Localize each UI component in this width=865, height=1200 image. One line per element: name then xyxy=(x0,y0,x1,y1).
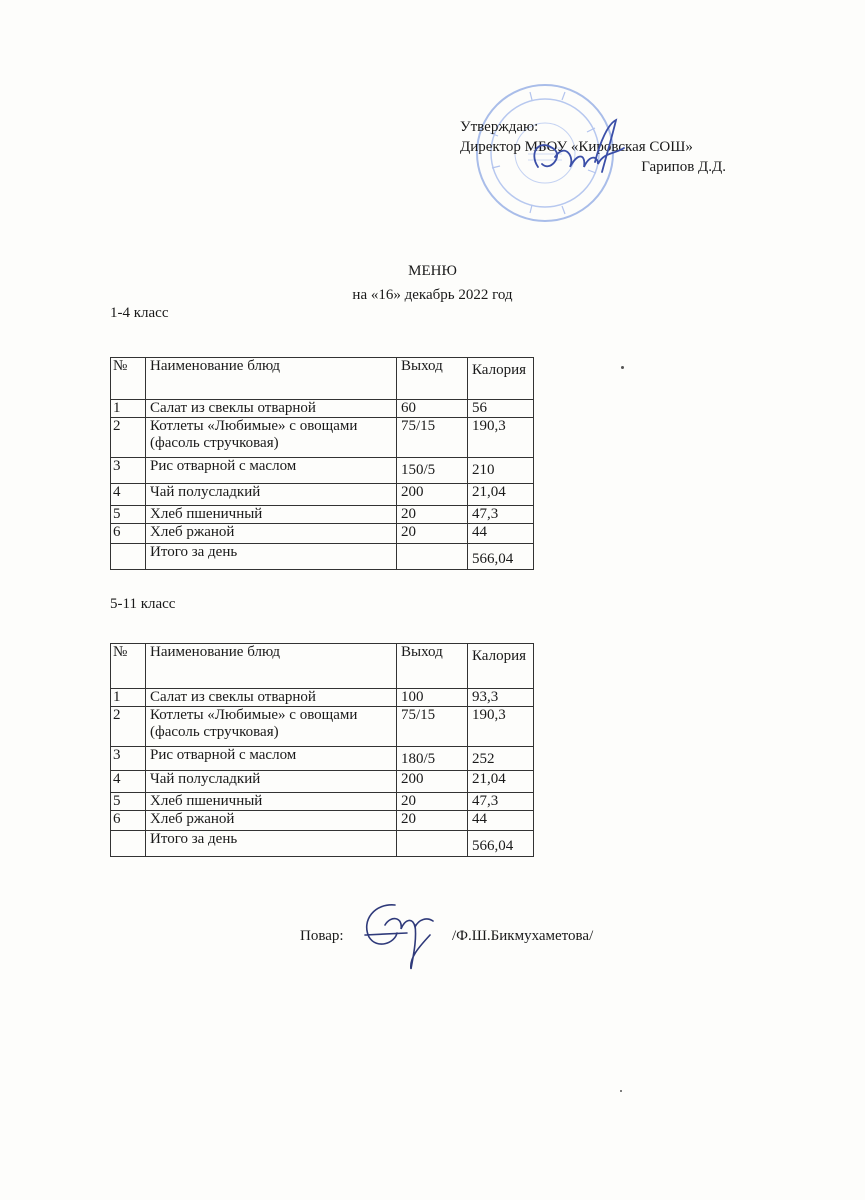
row-output: 75/15 xyxy=(397,707,468,747)
row-no: 6 xyxy=(111,524,146,544)
row-no: 4 xyxy=(111,484,146,506)
header-calories: Калория xyxy=(468,358,534,400)
row-no: 4 xyxy=(111,771,146,793)
row-calories: 210 xyxy=(468,458,534,484)
table-total-row xyxy=(111,831,534,857)
row-output: 20 xyxy=(397,506,468,524)
row-no: 5 xyxy=(111,793,146,811)
header-name: Наименование блюд xyxy=(146,358,397,400)
table-row xyxy=(111,689,534,707)
row-no: 5 xyxy=(111,506,146,524)
total-label: Итого за день xyxy=(146,831,397,857)
header-name: Наименование блюд xyxy=(146,644,397,689)
table-row xyxy=(111,524,534,544)
row-name: Чай полусладкий xyxy=(146,484,397,506)
header-output: Выход xyxy=(397,644,468,689)
section-label-5-11: 5-11 класс xyxy=(110,596,176,612)
section-label-1-4: 1-4 класс xyxy=(110,305,169,321)
header-no: № xyxy=(111,644,146,689)
header-calories: Калория xyxy=(468,644,534,689)
row-name: Чай полусладкий xyxy=(146,771,397,793)
row-calories: 190,3 xyxy=(468,418,534,458)
row-no: 2 xyxy=(111,418,146,458)
scan-speck xyxy=(620,1090,622,1092)
table-row xyxy=(111,458,534,484)
menu-date: на «16» декабрь 2022 год xyxy=(352,287,513,303)
table-row xyxy=(111,400,534,418)
row-name: Рис отварной с маслом xyxy=(146,458,397,484)
row-output: 60 xyxy=(397,400,468,418)
row-no: 3 xyxy=(111,458,146,484)
row-output: 150/5 xyxy=(397,458,468,484)
row-output: 100 xyxy=(397,689,468,707)
table-row xyxy=(111,771,534,793)
row-output: 20 xyxy=(397,524,468,544)
row-calories: 93,3 xyxy=(468,689,534,707)
row-name: Рис отварной с маслом xyxy=(146,747,397,771)
row-calories: 190,3 xyxy=(468,707,534,747)
total-label: Итого за день xyxy=(146,544,397,570)
table-row xyxy=(111,793,534,811)
row-no: 1 xyxy=(111,400,146,418)
menu-table-5-11 xyxy=(110,643,534,857)
row-calories: 47,3 xyxy=(468,793,534,811)
row-calories: 56 xyxy=(468,400,534,418)
row-calories: 21,04 xyxy=(468,484,534,506)
menu-title: МЕНЮ xyxy=(408,263,457,279)
row-name: Котлеты «Любимые» с овощами (фасоль стручковая) xyxy=(146,707,397,747)
row-calories: 21,04 xyxy=(468,771,534,793)
table-row xyxy=(111,418,534,458)
table-row xyxy=(111,484,534,506)
header-output: Выход xyxy=(397,358,468,400)
row-name: Котлеты «Любимые» с овощами (фасоль стручковая) xyxy=(146,418,397,458)
row-no: 3 xyxy=(111,747,146,771)
row-no: 6 xyxy=(111,811,146,831)
row-name: Хлеб пшеничный xyxy=(146,506,397,524)
table-total-row xyxy=(111,544,534,570)
header-no: № xyxy=(111,358,146,400)
row-calories: 44 xyxy=(468,524,534,544)
row-output: 200 xyxy=(397,484,468,506)
row-output: 200 xyxy=(397,771,468,793)
cook-signature xyxy=(355,895,440,975)
menu-table-1-4 xyxy=(110,357,534,570)
row-output: 20 xyxy=(397,793,468,811)
row-calories: 252 xyxy=(468,747,534,771)
table-row xyxy=(111,811,534,831)
director-title: Директор МБОУ «Кировская СОШ» xyxy=(460,139,693,155)
row-output: 20 xyxy=(397,811,468,831)
table-header-row xyxy=(111,358,534,400)
approval-line: Утверждаю: xyxy=(460,119,539,135)
row-output: 75/15 xyxy=(397,418,468,458)
table-row xyxy=(111,707,534,747)
row-no: 1 xyxy=(111,689,146,707)
row-output: 180/5 xyxy=(397,747,468,771)
row-name: Салат из свеклы отварной xyxy=(146,400,397,418)
table-row xyxy=(111,506,534,524)
director-signature xyxy=(520,112,630,187)
total-calories: 566,04 xyxy=(468,831,534,857)
row-name: Хлеб ржаной xyxy=(146,524,397,544)
row-name: Салат из свеклы отварной xyxy=(146,689,397,707)
row-calories: 47,3 xyxy=(468,506,534,524)
scan-speck xyxy=(621,366,624,369)
table-row xyxy=(111,747,534,771)
row-no: 2 xyxy=(111,707,146,747)
row-calories: 44 xyxy=(468,811,534,831)
row-name: Хлеб пшеничный xyxy=(146,793,397,811)
cook-label: Повар: xyxy=(300,928,344,944)
cook-name: /Ф.Ш.Бикмухаметова/ xyxy=(452,928,594,944)
director-name: Гарипов Д.Д. xyxy=(641,159,726,175)
total-calories: 566,04 xyxy=(468,544,534,570)
row-name: Хлеб ржаной xyxy=(146,811,397,831)
table-header-row xyxy=(111,644,534,689)
